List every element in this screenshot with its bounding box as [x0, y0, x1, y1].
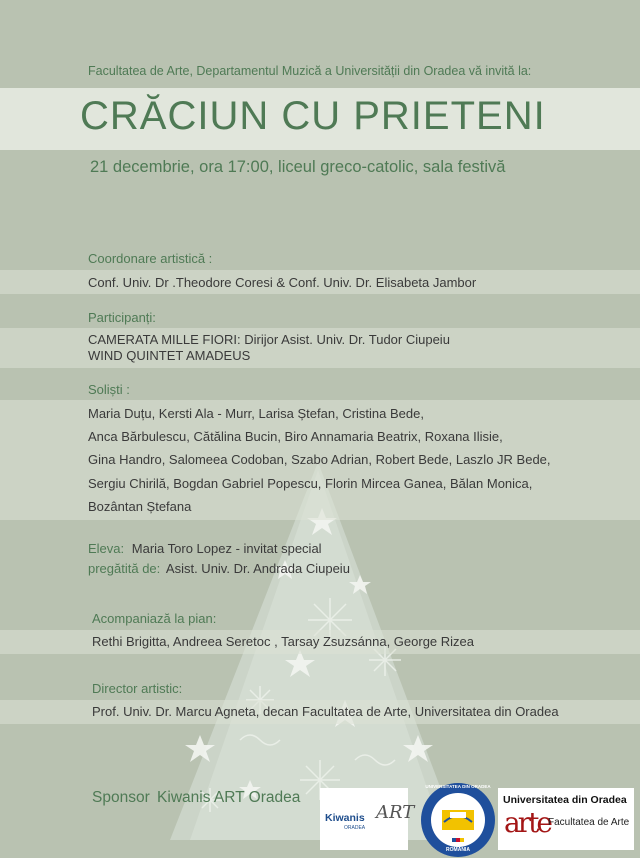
seal-caption-bottom: ROMÂNIA	[446, 847, 470, 853]
participants-line-1: CAMERATA MILLE FIORI: Dirijor Asist. Univ. Dr. Tudor Ciupeiu	[88, 332, 450, 347]
soloists-line-5: Bozântan Ștefana	[88, 499, 192, 514]
teacher-name: Asist. Univ. Dr. Andrada Ciupeiu	[165, 561, 350, 576]
sponsor-name: Kiwanis ART Oradea	[157, 789, 301, 806]
faculty-name: Facultatea de Arte	[548, 817, 630, 828]
participants-label: Participanți:	[88, 310, 156, 325]
kiwanis-art-text: ART	[376, 802, 415, 823]
university-name: Universitatea din Oradea	[503, 794, 627, 806]
sponsor-line	[92, 789, 300, 807]
arte-logo: arte	[504, 806, 550, 839]
student-line	[88, 541, 322, 556]
coordination-label: Coordonare artistică :	[88, 251, 213, 266]
kiwanis-art-logo	[320, 788, 415, 850]
piano-label: Acompaniază la pian:	[92, 611, 217, 626]
soloists-line-1: Maria Duțu, Kersti Ala - Murr, Larisa Ștefan, Cristina Bede,	[88, 406, 424, 421]
soloists-line-4: Sergiu Chirilă, Bogdan Gabriel Popescu, Florin Mircea Ganea, Bălan Monica,	[88, 476, 533, 491]
page-title: CRĂCIUN CU PRIETENI	[80, 94, 546, 138]
seal-caption-top: UNIVERSITATEA DIN ORADEA	[425, 784, 491, 789]
piano-text: Rethi Brigitta, Andreea Seretoc , Tarsay Zsuzsánna, George Rizea	[92, 634, 475, 649]
invitation-line: Facultatea de Arte, Departamentul Muzică a Universității din Oradea vă invită la:	[88, 64, 532, 78]
date-place-line: 21 decembrie, ora 17:00, liceul greco-catolic, sala festivă	[90, 158, 506, 176]
sponsor-label: Sponsor	[92, 789, 150, 806]
kiwanis-logo-text: Kiwanis	[325, 812, 365, 824]
student-label: Eleva:	[88, 541, 125, 556]
faculty-logo-box	[498, 788, 634, 850]
soloists-line-2: Anca Bărbulescu, Cătălina Bucin, Biro Annamaria Beatrix, Roxana Ilisie,	[88, 429, 503, 444]
soloists-label: Soliști :	[88, 382, 130, 397]
coordination-text: Conf. Univ. Dr .Theodore Coresi & Conf. Univ. Dr. Elisabeta Jambor	[88, 275, 477, 290]
student-name: Maria Toro Lopez - invitat special	[131, 541, 322, 556]
kiwanis-logo-sub: ORADEA	[344, 825, 366, 831]
director-label: Director artistic:	[92, 681, 183, 696]
soloists-line-3: Gina Handro, Salomeea Codoban, Szabo Adrian, Robert Bede, Laszlo JR Bede,	[88, 452, 551, 467]
participants-line-2: WIND QUINTET AMADEUS	[88, 348, 251, 363]
teacher-label: pregătită de:	[88, 561, 161, 576]
director-text: Prof. Univ. Dr. Marcu Agneta, decan Facultatea de Arte, Universitatea din Oradea	[92, 704, 559, 719]
teacher-line	[88, 561, 350, 576]
